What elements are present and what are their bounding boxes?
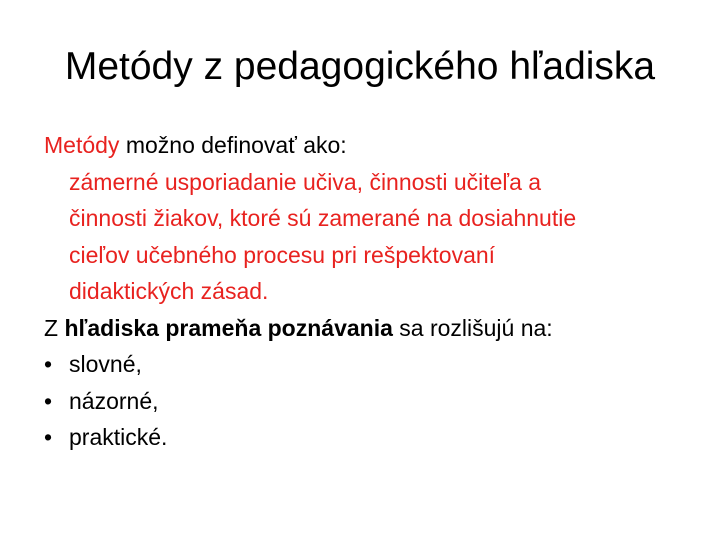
intro-line: [44, 127, 704, 164]
intro-rest: možno definovať ako:: [119, 132, 347, 158]
definition-line-4: didaktických zásad.: [69, 278, 269, 304]
intro-term: Metódy: [44, 132, 120, 158]
source-prefix: Z: [44, 314, 65, 341]
list-item-text: názorné,: [69, 387, 159, 414]
list-item-text: praktické.: [69, 424, 168, 450]
bullet-icon: •: [44, 387, 53, 414]
slide-body: [44, 127, 704, 456]
definition-line-1: zámerné usporiadanie učiva, činnosti učiteľa a: [69, 168, 542, 195]
list-item: [44, 419, 704, 456]
definition-line-2: činnosti žiakov, ktoré sú zamerané na dosiahnutie: [69, 205, 577, 231]
source-sentence: [44, 310, 704, 347]
source-bold-phrase: hľadiska prameňa poznávania: [64, 314, 393, 341]
slide-title: Metódy z pedagogického hľadiska: [64, 45, 656, 88]
source-suffix: sa rozlišujú na:: [392, 314, 553, 341]
bullet-icon: •: [44, 424, 53, 450]
list-item: [44, 346, 704, 383]
definition-line-3: cieľov učebného procesu pri rešpektovaní: [69, 241, 496, 268]
list-item: [44, 383, 704, 420]
list-item-text: slovné,: [69, 351, 142, 377]
bullet-icon: •: [44, 351, 53, 377]
